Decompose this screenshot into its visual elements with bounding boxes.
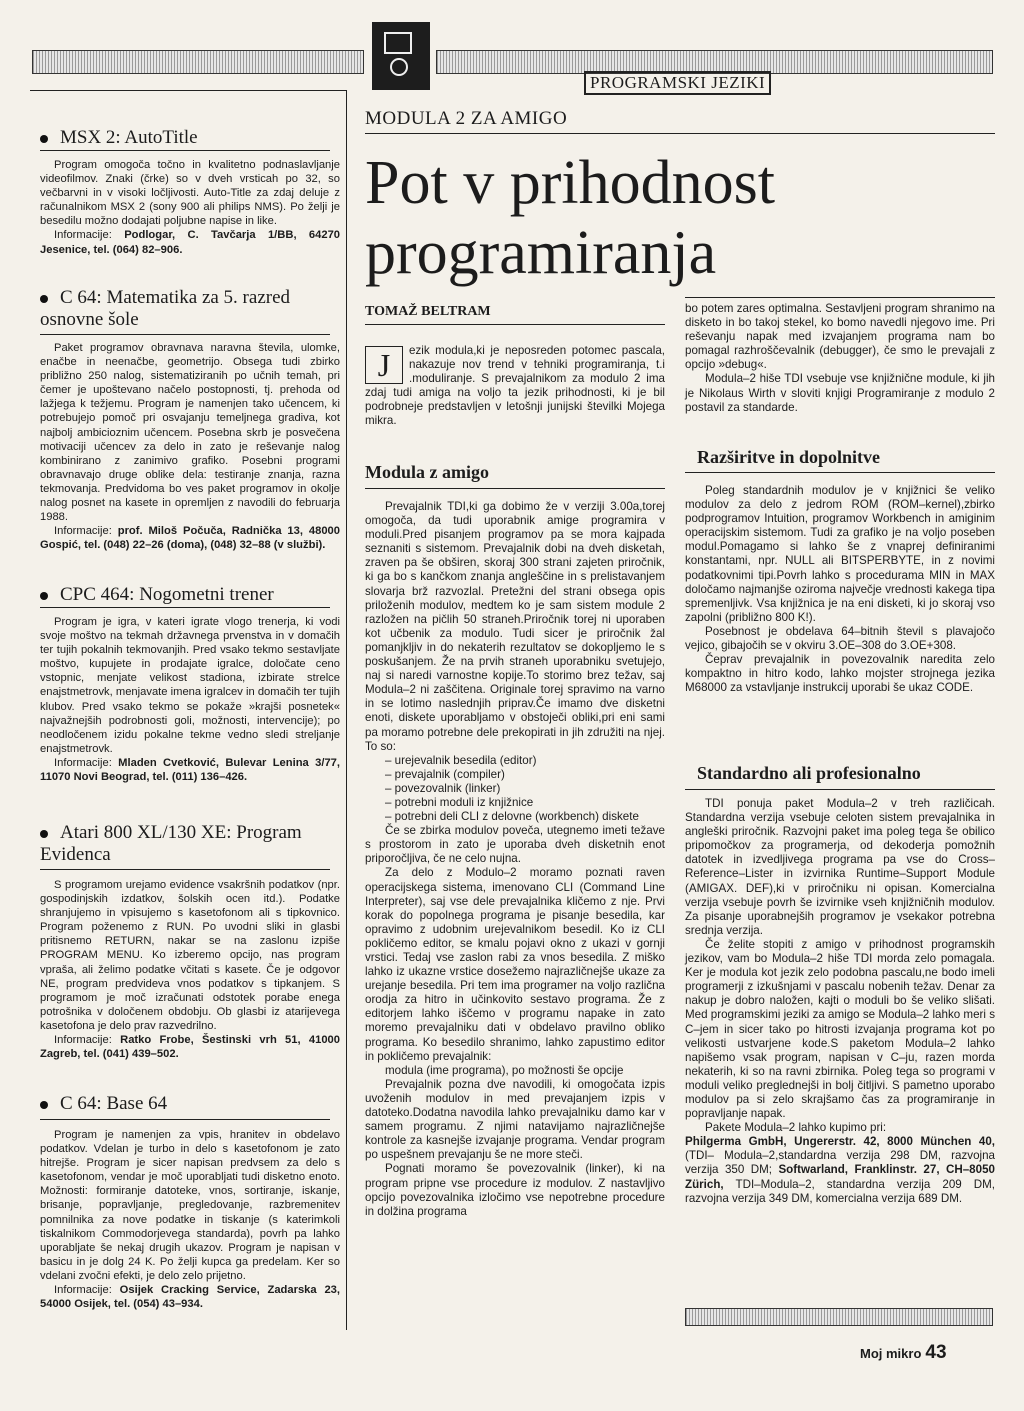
header-stripe-left [32, 50, 364, 74]
footer-stripe [685, 1308, 993, 1326]
subheading-modula-z-amigo: Modula z amigo [365, 462, 489, 482]
article-headline: Pot v prihodnost programiranja [365, 149, 775, 287]
item-body-matematika: Paket programov obravnava naravna števila, ulomke, enačbe in neenačbe, geometrijo. Obsega tudi zbirko približno 250 nalog, sistematiziranih po učnih temah, pri čemer je upoštevano načelo postopnosti, tj. prehoda od lažjega k težjemu. Program je namenjen tako učencem, ki potrebujejo pomoč pri osvajanju temeljnega gradiva, kot najbolj ambicioznim učencem. Posebna skrb je posvečena motivaciji učencev za delo in zato je reševanje nalog kombinirano z zanimivo grafiko. Posebni programi obravnavajo druge oblike dela: testiranje znanja, razna tekmovanja. Predvidoma bo ves paket programov in okolje nalog posnet na kasete in opremljen z navodili do februarja 1988. Informacije: prof. Miloš Počuča, Radnička 13, 48000 Gospić, tel. (048) 22–26 (doma), (048) 32–88 (v službi). [40, 342, 341, 552]
item-title-nogometni-trener: CPC 464: Nogometni trener [40, 584, 340, 606]
section-tag: PROGRAMSKI JEZIKI [584, 71, 771, 95]
item-title-base-64: C 64: Base 64 [40, 1093, 340, 1115]
article-body-right-bottom: TDI ponuja paket Modula–2 v treh različicah. Standardna verzija vsebuje celoten sistem prevajalnika in angleški priročnik. Razvojni paket ima poleg tega še obilico pripomočkov za programerja, od dekoderja pomožnih datotek in izvedljivega programa pa vse do Cross– Reference–Lister in izvirnika Runtime–Support Module (AMIGAX. DEF),ki v priročniku ni opisan. Komercialna verzija vsebuje povrh še izvirnike vseh knjižničnih modulov. Za pisanje uporabnejših programov je vsekakor potrebna srednja verzija. Če želite stopiti z amigo v prihodnost programskih jezikov, vam bo Modula–2 hiše TDI morda zelo pomagala. Ker je modula kot jezik zelo podobna pascalu,ne bodo imeli programerji z izkušnjami v pascalu nobenih težav. Denar za nakup je dobro naložen, kajti o moduli bo še veliko slišati. Med programskimi jeziki za amigo se Modula–2 lahko meri s C–jem in sicer tako po hitrosti izvajanja programa kot po velikosti ustvarjene kode.S paketom Modula–2 lahko napišemo vsak program, napisan v C–ju, razen morda nekaterih, ki so na ravni zbirnika. Poleg tega so programi v moduli veliko preglednejši in bolj čitljivi. S pametno uporabo modulov pa si zelo skrajšamo čas za programiranje in popravljanje napak. Pakete Modula–2 lahko kupimo pri: Philgerma GmbH, Ungererstr. 42, 8000 München 40, (TDI– Modula–2,standardna verzija 298 DM, razvojna verzija 350 DM; Softwarland, Franklinstr. 27, CH–8050 Zürich, TDI–Modula–2, standardna verzija 209 DM, razvojna verzija 349 DM, komercialna verzija 689 DM. [685, 797, 995, 1205]
left-column-top-rule [30, 90, 346, 91]
byline-rule [365, 324, 665, 325]
item-title-evidenca: Atari 800 XL/130 XE: Program Evidenca [40, 822, 302, 865]
subheading-razsiritve: Razširitve in dopolnitve [697, 447, 880, 467]
main-kicker-rule [365, 133, 995, 134]
subheading-rule [685, 789, 995, 790]
left-column-rule [346, 90, 347, 1330]
article-body-right-top: bo potem zares optimalna. Sestavljeni program shranimo na disketo in bo takoj stekel, ko bomo navedli njegovo ime. Pri reševanju napak med izvajanjem programa nam bo pomagal razhroščevalnik (debugger), če smo le prevajali z opcijo »debug«. Modula–2 hiše TDI vsebuje vse knjižnične module, ki jih je Nikolaus Wirth v sloviti knjigi Programiranje z modulo 2 postavil za standarde. [685, 302, 995, 414]
item-body-evidenca: S programom urejamo evidence vsakršnih podatkov (npr. gospodinjskih izdatkov, šolskih ocen itd.). Podatke shranjujemo in vpisujemo s kasetofonom ali s tipkovnico. Program poženemo z RUN. Po uvodni sliki in glasbi pritisnemo RETURN, nakar se na zaslonu izpiše PROGRAM MENU. Ko izberemo opcijo, nas program vpraša, ali želimo podatke včitati s kasete. Če je odgovor NE, program predvideva vnos podatkov s tipkanjem. S programom je moč izračunati odstotek porabe enega potrošnika v določenem obdobju. Ob glasbi iz atarijevega kasetofona je delo prav razvedrilno. Informacije: Ratko Frobe, Šestinski vrh 51, 41000 Zagreb, tel. (041) 439–502. [40, 879, 341, 1061]
article-body-right-middle: Poleg standardnih modulov je v knjižnici še veliko modulov za delo z jedrom ROM (ROM–kernel),zbirko podprogramov Intuition, programov Workbench in amiginim operacijskim sistemom. Tudi za grafiko je na voljo poseben modul.Pomagamo si lahko še z vnaprej definiranimi konstantami, npr. NULL ali BITSPERBYTE, in z novimi podatkovnimi tipi.Povrh lahko s proceduramа MIN in MAX določamo najmanjše oziroma največje vrednosti kakega tipa spremenljivk. Vsa knjižnica je na eni disketi, ki jo skoraj vso zapolni (približno 800 K!). Posebnost je obdelava 64–bitnih števil s plavajočo vejico, gibajočih se v okviru 3.OE–308 do 3.OE+308. Čeprav prevajalnik in povezovalnik naredita zelo kompaktno in hitro kodo, lahko mojster strojnega jezika M68000 za vstavljanje instrukcij uporabi še ukaz CODE. [685, 484, 995, 695]
item-title-rule [40, 150, 330, 151]
item-body-nogometni-trener: Program je igra, v kateri igrate vlogo trenerja, ki vodi svoje moštvo na tekmah državnega prvenstva in v domačih ter tujih pokalnih tekmovanjih. Pred vsako tekmo sestavljate moštvo, kupujete in prodajate igralce, določate ceno vstopnic, menjate velikost stadiona, izbirate strelce enajstmetrovk, menjavate imena igralcev in domačih ter tujih klubov. Pred vsako tekmo se pokaže »krajši posnetek« najvažnejših podrobnosti goli, možnosti, intervencije); po neodločenem izidu pokalne tekme vedno sledi streljanje enajstmetrovk. Informacije: Mladen Cvetković, Bulevar Lenina 3/77, 11070 Novi Beograd, tel. (011) 136–426. [40, 616, 340, 784]
bullet-icon [40, 592, 48, 600]
page-footer [860, 1342, 947, 1364]
bullet-icon [40, 830, 48, 838]
item-title-matematika: C 64: Matematika za 5. razred osnovne šole [40, 287, 291, 330]
page-number: 43 [925, 1342, 947, 1363]
subheading-rule [365, 488, 665, 489]
drop-cap: J [365, 346, 403, 384]
article-byline: TOMAŽ BELTRAM [365, 304, 491, 319]
article-kicker: MODULA 2 ZA AMIGO [365, 108, 568, 129]
item-body-msx: Program omogoča točno in kvalitetno podnaslavljanje videofilmov. Znaki (črke) so v dveh vrsticah po 32, so večbarvni in v visoki ločljivosti. Auto-Title za zdaj deluje z računalnikom MSX 2 (sony 900 ali philips NMS). Po želji je besedilu možno dodajati poljubne napise in like. Informacije: Podlogar, C. Tavčarja 1/BB, 64270 Jesenice, tel. (064) 82–906. [40, 159, 341, 256]
item-title-rule [40, 334, 330, 335]
bullet-icon [40, 295, 48, 303]
subheading-rule [685, 472, 995, 473]
subheading-standardno: Standardno ali profesionalno [697, 763, 921, 783]
item-title-rule [40, 869, 330, 870]
item-title-rule [40, 1119, 330, 1120]
item-title-msx: MSX 2: AutoTitle [40, 127, 340, 149]
right-top-rule [685, 297, 995, 298]
item-title-rule [40, 607, 330, 608]
disk-icon [372, 22, 430, 90]
item-body-base-64: Program je namenjen za vpis, hranitev in obdelavo podatkov. Vdelan je turbo in delo s kasetofonom je zato hitrejše. Program je sicer napisan predvsem za delo s kasetofonom, vendar je moč uporabljati tudi disketno enoto. Možnosti: formiranje datoteke, vnos, sortiranje, iskanje, brisanje, popravljanje, pregledovanje, razbremenitev pomnilnika za nove podatke in tiskanje (s katerimkoli tiskalnikom Commodorjevega standarda), povrh pa lahko uporabljate še nekaj drugih ukazov. Program je napisan v basicu in je dolg 24 K. Po želji kupca ga predelam. Ker so vdelani zvočni efekti, je delo zelo prijetno. Informacije: Osijek Cracking Service, Zadarska 23, 54000 Osijek, tel. (054) 43–934. [40, 1129, 341, 1311]
bullet-icon [40, 135, 48, 143]
bullet-icon [40, 1101, 48, 1109]
article-lead: J ezik modula,ki je neposreden potomec pascala, nakazuje nov trend v tehniki programiranja, t.i .moduliranje. S prevajalnikom za modulo 2 ima zdaj tudi amiga na voljo ta jezik prihodnosti, ki je bil podrobneje predstavljen v letošnji junijski številki Mojega mikra. [365, 344, 665, 428]
article-body-middle: Prevajalnik TDI,ki ga dobimo že v verziji 3.00a,torej omogoča, da tudi uporabnik amige programira v moduli.Pred pisanjem programov pa se mora kajpada seznaniti s sistemom. Prevajalnik dobi na dveh disketah, zraven pa še obširen, skoraj 300 strani zajeten priročnik, ki ga bo s kančkom znanja angleščine in s prelistavanjem slovarja brž razvozlal. Pretežni del strani obsega opis priloženih modulov, medtem ko je sam sistem module 2 razložen na pičlih 50 straneh.Priročnik torej ni uporaben kot učbenik za modulo. Tudi sicer je priročnik žal pomanjkljiv in do nekaterih rezultatov se dokopljemo le s poskušanjem. Že na prvih straneh uporabniku svetujejo, naj si naredi varnostne kopije.To storimo brez težav, saj Modula–2 ni zaščitena. Originale torej spravimo na varno in se lotimo naslednjih priprav.Če imamo dve disketni enoti, diskete uporabljamo v obstoječi obliki,pri eni sami pa moramo potrebne dele prekopirati in jih združiti na njej. To so: – urejevalnik besedila (editor) – prevajalnik (compiler) – povezovalnik (linker) – potrebni moduli iz knjižnice – potrebni deli CLI z delovne (workbench) diskete Če se zbirka modulov poveča, utegnemo imeti težave s prostorom in zato je uporaba dveh disketnih enot priporočljiva, če ne celo nujna. Za delo z Modulo–2 moramo poznati raven operacijskega sistema, imenovano CLI (Command Line Interpreter), saj vse dele prevajalnika kličemo z nje. Prvi korak do popolnega programa je pisanje besedila, kar opravimo z udobnim urejevalnikom besedil. Ko iz CLI pokličemo editor, se kmalu pojavi okno z ukazi v gornji vrstici. Tedaj vse zaslon rabi za vnos besedila. Z miško lahko iz ukazne vrstice dosežemo najrazličnejše ukaze za urejanje besedila. Pri tem ima programer na voljo različna orodja za hitro in učinkovito sestavo programa. Že z editorjem lahko iščemo v programu napake in zato moremo prevajalniku dati v obdelavo pravilno obliko programa. Ko besedilo shranimo, lahko zapustimo editor in pokličemo prevajalnik: modula (ime programa), po možnosti še opcije Prevajalnik pozna dve navodili, ki omogočata izpis uvoženih modulov in med prevajanjem izpis v datoteko.Dodatna navodila lahko prevajalniku damo kar v samem programu. Z njimi natavijamo najrazličnejše kontrole za kasnejše izvajanje programa. Vendar program po uspešnem prevajanju še ne more steči. Pognati moramo še povezovalnik (linker), ki na program pripne vse procedure iz modulov. Z nastavljivo opcijo povezovalnika izločimo vse nepotrebne procedure in dolžina programa [365, 500, 665, 1218]
magazine-name: Moj mikro [860, 1346, 922, 1361]
